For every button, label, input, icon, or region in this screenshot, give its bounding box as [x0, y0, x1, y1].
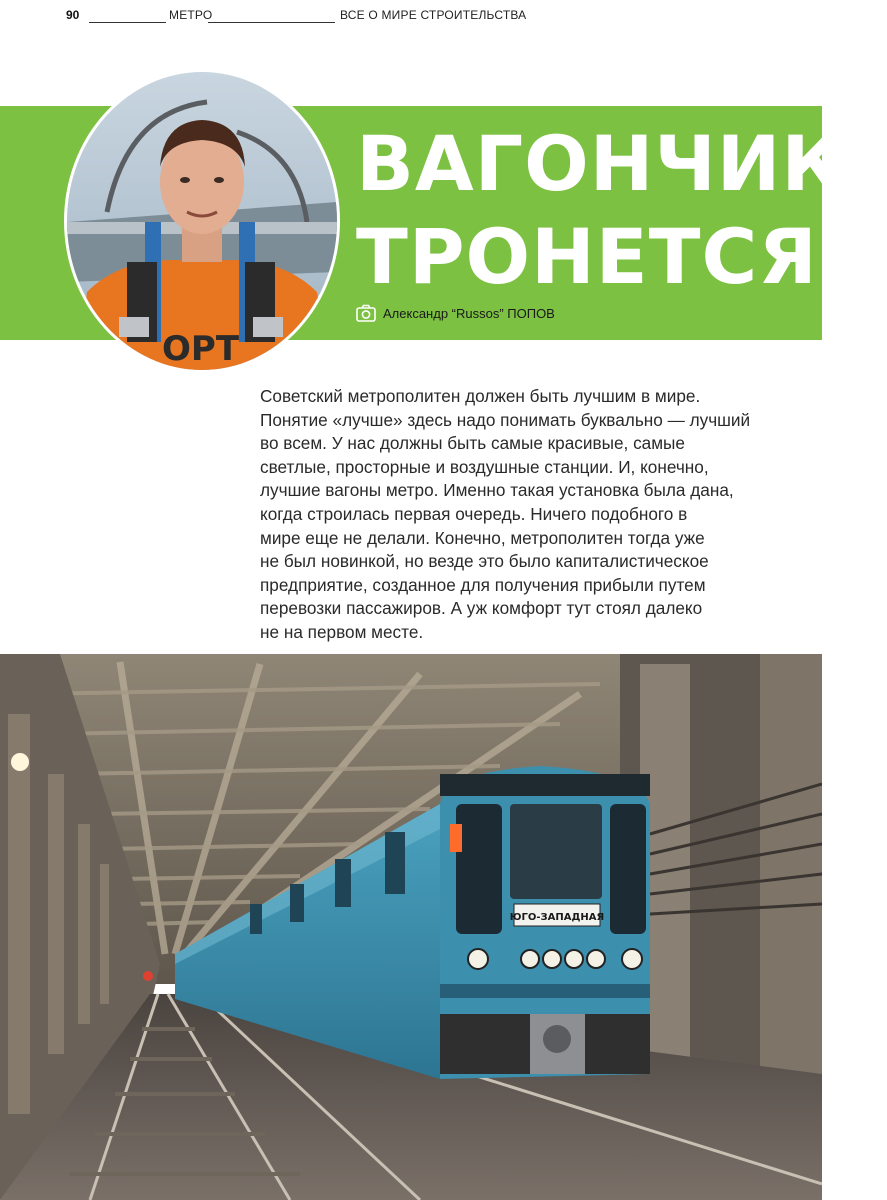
intro-line: предприятие, созданное для получения прибыли путем: [260, 574, 706, 595]
page-header: [0, 6, 887, 24]
intro-paragraph: [260, 385, 830, 645]
intro-line: перевозки пассажиров. А уж комфорт тут стоял далеко: [260, 598, 703, 619]
intro-line: лучшие вагоны метро. Именно такая установка была дана,: [260, 480, 734, 501]
intro-line: мире еще не делали. Конечно, метрополитен тогда уже: [260, 527, 705, 548]
header-rule: [89, 22, 166, 23]
header-rule: [208, 22, 335, 23]
title-line: ТРОНЕТСЯ: [356, 211, 818, 301]
author-portrait: [64, 69, 340, 373]
destination-sign: ЮГО-ЗАПАДНАЯ: [509, 912, 605, 923]
camera-icon: [356, 304, 376, 322]
author-name: Александр “Russos” ПОПОВ: [383, 305, 555, 321]
title-line: ВАГОНЧИК: [356, 119, 845, 208]
magazine-tagline: ВСЕ О МИРЕ СТРОИТЕЛЬСТВА: [340, 8, 527, 22]
metro-train-photo: [0, 654, 822, 1200]
article-title: [356, 118, 845, 303]
page-number: 90: [66, 8, 80, 22]
intro-line: не на первом месте.: [260, 621, 424, 642]
photo-credit: [356, 304, 555, 322]
svg-text:OPT: OPT: [162, 329, 240, 369]
intro-line: Понятие «лучше» здесь надо понимать буквально — лучший: [260, 409, 751, 430]
intro-line: не был новинкой, но везде это было капиталистическое: [260, 551, 709, 572]
intro-line: во всем. У нас должны быть самые красивые, самые: [260, 433, 685, 454]
intro-line: когда строилась первая очередь. Ничего подобного в: [260, 503, 688, 524]
intro-line: Советский метрополитен должен быть лучшим в мире.: [260, 386, 701, 406]
intro-line: светлые, просторные и воздушные станции. И, конечно,: [260, 456, 709, 477]
section-name: МЕТРО: [169, 8, 213, 22]
